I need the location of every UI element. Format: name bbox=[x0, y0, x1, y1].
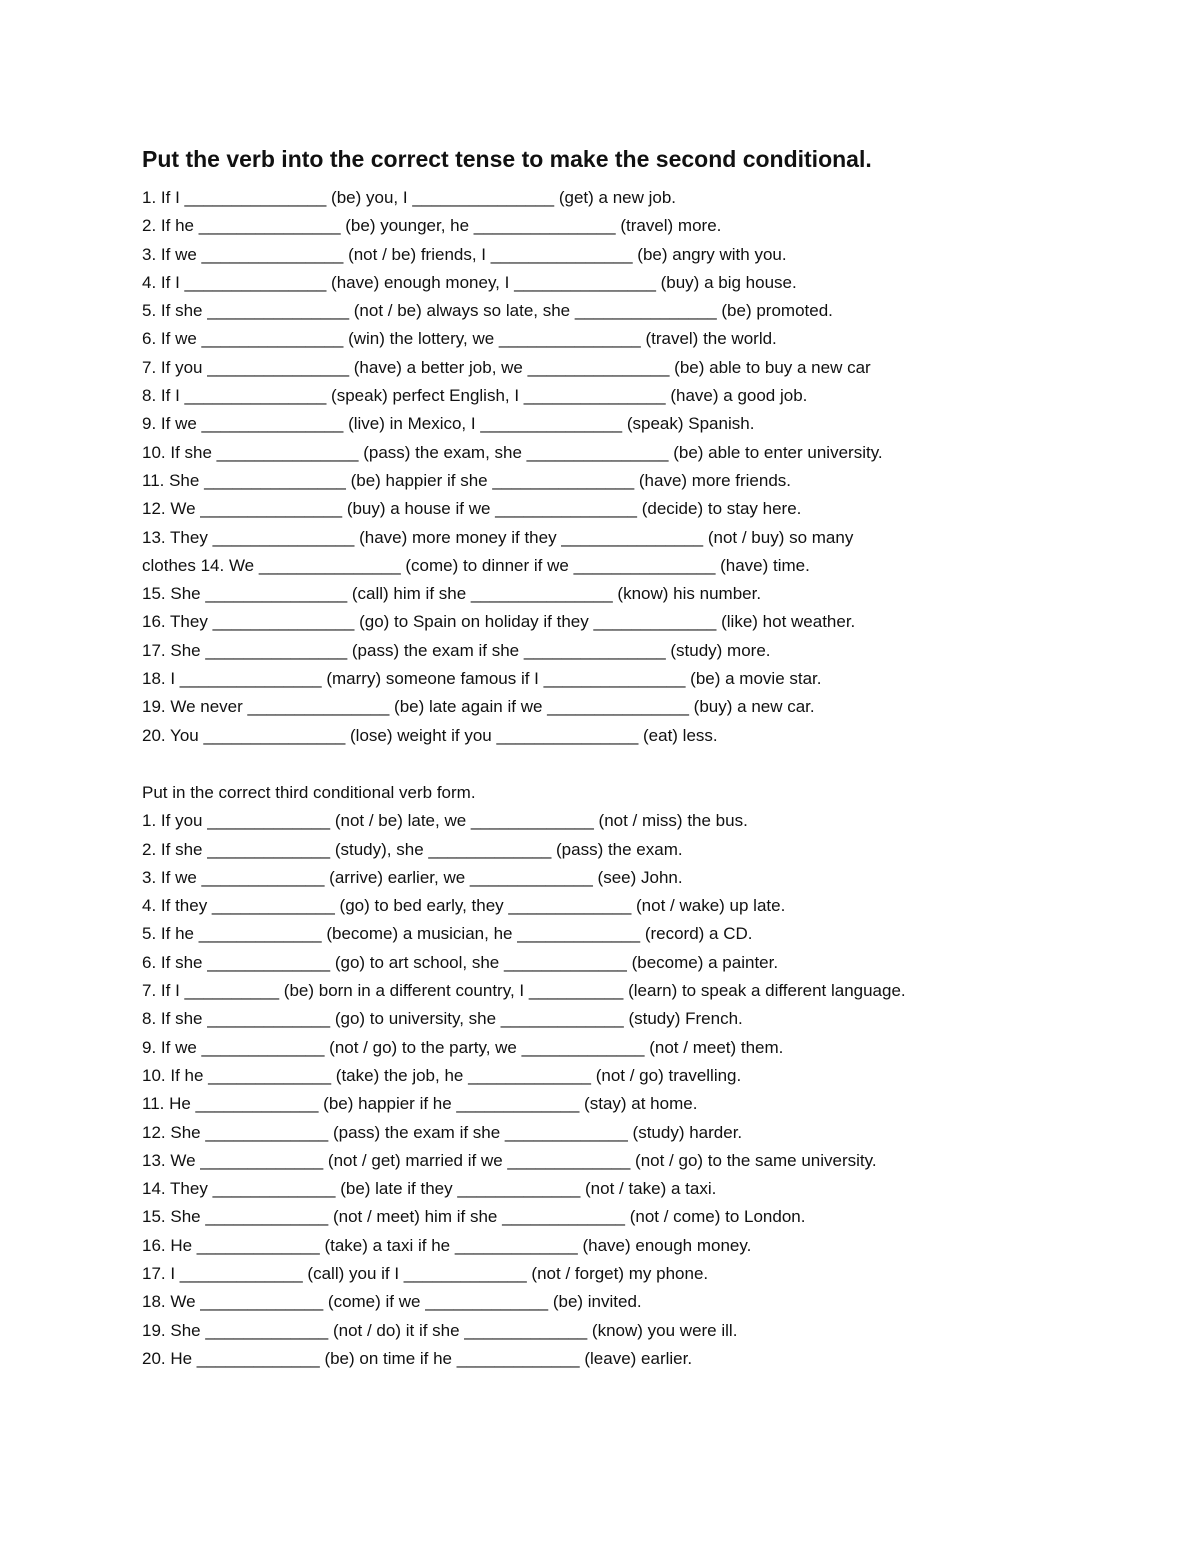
exercise-line: 17. She _______________ (pass) the exam if she _______________ (study) more. bbox=[142, 640, 771, 660]
exercise-line: 14. They _____________ (be) late if they _____________ (not / take) a taxi. bbox=[142, 1179, 717, 1199]
exercise-line: 16. They _______________ (go) to Spain on holiday if they _____________ (like) hot weather. bbox=[142, 612, 856, 632]
exercise-line: 5. If she _______________ (not / be) always so late, she _______________ (be) promoted. bbox=[142, 301, 833, 321]
exercise-line: 18. We _____________ (come) if we _____________ (be) invited. bbox=[142, 1292, 642, 1312]
exercise-line: 6. If we _______________ (win) the lottery, we _______________ (travel) the world. bbox=[142, 329, 777, 349]
exercise-line: 8. If she _____________ (go) to university, she _____________ (study) French. bbox=[142, 1009, 743, 1029]
exercise-line: 19. We never _______________ (be) late again if we _______________ (buy) a new car. bbox=[142, 697, 815, 717]
worksheet-content bbox=[142, 143, 1142, 1373]
exercise-line: 18. I _______________ (marry) someone famous if I _______________ (be) a movie star. bbox=[142, 669, 822, 689]
exercise-line: 12. We _______________ (buy) a house if we _______________ (decide) to stay here. bbox=[142, 499, 802, 519]
section1-title: Put the verb into the correct tense to make the second conditional. bbox=[142, 146, 872, 172]
section-gap bbox=[142, 750, 1142, 779]
exercise-line: 9. If we _______________ (live) in Mexico, I _______________ (speak) Spanish. bbox=[142, 414, 755, 434]
exercise-line: 3. If we _______________ (not / be) friends, I _______________ (be) angry with you. bbox=[142, 244, 787, 264]
section2-exercise-list bbox=[142, 807, 1142, 1373]
exercise-line: 4. If I _______________ (have) enough money, I _______________ (buy) a big house. bbox=[142, 272, 797, 292]
exercise-line: 19. She _____________ (not / do) it if she _____________ (know) you were ill. bbox=[142, 1320, 738, 1340]
exercise-line: 17. I _____________ (call) you if I _____________ (not / forget) my phone. bbox=[142, 1263, 709, 1283]
exercise-line: 13. They _______________ (have) more money if they _______________ (not / buy) so many bbox=[142, 527, 854, 547]
exercise-line: 15. She _______________ (call) him if she _______________ (know) his number. bbox=[142, 584, 762, 604]
exercise-line: 2. If he _______________ (be) younger, he _______________ (travel) more. bbox=[142, 216, 722, 236]
exercise-line: 5. If he _____________ (become) a musician, he _____________ (record) a CD. bbox=[142, 924, 753, 944]
exercise-line: 11. She _______________ (be) happier if she _______________ (have) more friends. bbox=[142, 470, 792, 490]
exercise-line: 12. She _____________ (pass) the exam if she _____________ (study) harder. bbox=[142, 1122, 743, 1142]
exercise-line: clothes 14. We _______________ (come) to dinner if we _______________ (have) time. bbox=[142, 555, 810, 575]
exercise-line: 1. If you _____________ (not / be) late, we _____________ (not / miss) the bus. bbox=[142, 811, 748, 831]
exercise-line: 3. If we _____________ (arrive) earlier, we _____________ (see) John. bbox=[142, 867, 683, 887]
exercise-line: 10. If she _______________ (pass) the exam, she _______________ (be) able to enter university. bbox=[142, 442, 883, 462]
exercise-line: 13. We _____________ (not / get) married if we _____________ (not / go) to the same university. bbox=[142, 1150, 877, 1170]
exercise-line: 15. She _____________ (not / meet) him if she _____________ (not / come) to London. bbox=[142, 1207, 806, 1227]
exercise-line: 6. If she _____________ (go) to art school, she _____________ (become) a painter. bbox=[142, 952, 779, 972]
section2-title: Put in the correct third conditional verb form. bbox=[142, 782, 476, 802]
exercise-line: 16. He _____________ (take) a taxi if he _____________ (have) enough money. bbox=[142, 1235, 752, 1255]
exercise-line: 4. If they _____________ (go) to bed early, they _____________ (not / wake) up late. bbox=[142, 896, 786, 916]
section1-exercise-list bbox=[142, 184, 1142, 750]
exercise-line: 11. He _____________ (be) happier if he _____________ (stay) at home. bbox=[142, 1094, 698, 1114]
exercise-line: 9. If we _____________ (not / go) to the party, we _____________ (not / meet) them. bbox=[142, 1037, 784, 1057]
exercise-line: 1. If I _______________ (be) you, I _______________ (get) a new job. bbox=[142, 188, 677, 207]
exercise-line: 7. If you _______________ (have) a better job, we _______________ (be) able to buy a new car bbox=[142, 357, 871, 377]
exercise-line: 20. He _____________ (be) on time if he _____________ (leave) earlier. bbox=[142, 1348, 693, 1368]
exercise-line: 7. If I __________ (be) born in a different country, I __________ (learn) to speak a different language. bbox=[142, 981, 906, 1001]
exercise-line: 20. You _______________ (lose) weight if you _______________ (eat) less. bbox=[142, 725, 718, 745]
exercise-line: 2. If she _____________ (study), she _____________ (pass) the exam. bbox=[142, 839, 683, 859]
exercise-line: 10. If he _____________ (take) the job, he _____________ (not / go) travelling. bbox=[142, 1065, 742, 1085]
exercise-line: 8. If I _______________ (speak) perfect English, I _______________ (have) a good job. bbox=[142, 386, 808, 406]
